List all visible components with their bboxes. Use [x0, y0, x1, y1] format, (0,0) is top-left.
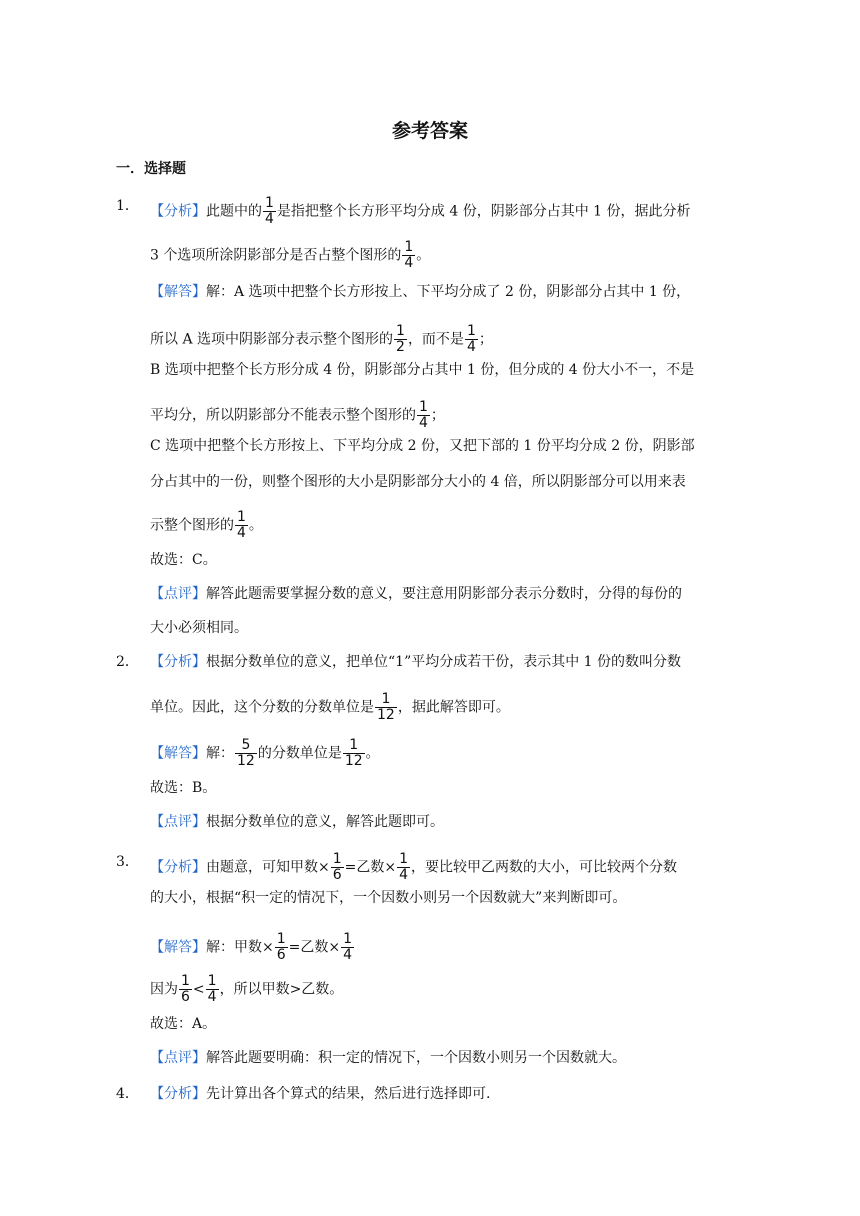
q1-comment-line-2: 大小必须相同。 — [150, 620, 248, 636]
fraction: $\frac{1}{4}$ — [207, 973, 217, 1005]
fraction: $\frac{1}{4}$ — [265, 195, 274, 227]
question-number: 2． — [116, 654, 139, 670]
fraction: $\frac{1}{4}$ — [399, 851, 409, 883]
fraction: $\frac{1}{4}$ — [343, 931, 353, 963]
q2-analysis-line-2: 单位。因此，这个分数的分数单位是 $\frac{1}{12}$ ，据此解答即可。 — [150, 691, 510, 723]
q2-answer: 【解答】解： $\frac{5}{12}$ 的分数单位是 $\frac{1}{12}$ 。 — [150, 737, 380, 769]
analysis-tag: 【分析】 — [150, 859, 206, 876]
q1-choice: 故选：C。 — [150, 552, 217, 568]
analysis-tag: 【分析】 — [150, 203, 206, 220]
q1-answer-line-7: 示整个图形的 $\frac{1}{4}$ 。 — [150, 509, 263, 541]
question-number: 4． — [116, 1086, 139, 1102]
section-heading: 一．选择题 — [116, 161, 186, 177]
q3-comment: 【点评】解答此题要明确：积一定的情况下，一个因数小则另一个因数就大。 — [150, 1050, 626, 1066]
fraction: $\frac{1}{4}$ — [466, 323, 476, 355]
fraction: $\frac{5}{12}$ — [237, 737, 255, 769]
q3-analysis-line-1: 【分析】由题意，可知甲数× $\frac{1}{6}$ =乙数× $\frac{1}{4}$ ，要比较甲乙两数的大小，可比较两个分数 — [150, 851, 678, 883]
comment-tag: 【点评】 — [150, 1050, 206, 1066]
q3-choice: 故选：A。 — [150, 1016, 217, 1032]
q4-analysis: 【分析】先计算出各个算式的结果，然后进行选择即可. — [150, 1086, 491, 1102]
q3-because: 因为 $\frac{1}{6}$ < $\frac{1}{4}$ ，所以甲数>乙数。 — [150, 973, 344, 1005]
answer-tag: 【解答】 — [150, 939, 206, 956]
q1-analysis-line-2: 3 个选项所涂阴影部分是否占整个图形的 $\frac{1}{4}$ 。 — [150, 239, 431, 271]
q3-analysis-line-2: 的大小，根据“积一定的情况下，一个因数小则另一个因数就大”来判断即可。 — [150, 890, 627, 906]
question-number: 3． — [116, 854, 139, 870]
q1-analysis-line-1: 【分析】此题中的 $\frac{1}{4}$ 是指把整个长方形平均分成 4 份，阴影部分占其中 1 份，据此分析 — [150, 195, 691, 227]
q2-analysis-line-1: 【分析】根据分数单位的意义，把单位“1”平均分成若干份，表示其中 1 份的数叫分数 — [150, 654, 682, 670]
fraction: $\frac{1}{6}$ — [332, 851, 342, 883]
fraction: $\frac{1}{2}$ — [396, 323, 405, 355]
q2-comment: 【点评】根据分数单位的意义，解答此题即可。 — [150, 814, 444, 830]
q2-choice: 故选：B。 — [150, 780, 217, 796]
q1-answer-line-5: C 选项中把整个长方形按上、下平均分成 2 份，又把下部的 1 份平均分成 2 份，阴影部 — [150, 438, 695, 454]
comment-tag: 【点评】 — [150, 814, 206, 830]
analysis-tag: 【分析】 — [150, 1086, 206, 1102]
page-title: 参考答案 — [391, 120, 468, 142]
analysis-tag: 【分析】 — [150, 654, 206, 670]
fraction: $\frac{1}{12}$ — [344, 737, 363, 769]
q1-answer-line-6: 分占其中的一份，则整个图形的大小是阴影部分大小的 4 倍，所以阴影部分可以用来表 — [150, 474, 686, 490]
q1-answer-line-4: 平均分，所以阴影部分不能表示整个图形的 $\frac{1}{4}$ ； — [150, 399, 445, 431]
comment-tag: 【点评】 — [150, 586, 206, 602]
answer-tag: 【解答】 — [150, 284, 206, 300]
q1-answer-line-3: B 选项中把整个长方形分成 4 份，阴影部分占其中 1 份，但分成的 4 份大小不一，不是 — [150, 362, 695, 378]
q1-answer-line-1: 【解答】解：A 选项中把整个长方形按上、下平均分成了 2 份，阴影部分占其中 1 份， — [150, 284, 691, 300]
fraction: $\frac{1}{6}$ — [181, 973, 190, 1005]
q3-answer: 【解答】解：甲数× $\frac{1}{6}$ =乙数× $\frac{1}{4}$ — [150, 931, 353, 963]
fraction: $\frac{1}{4}$ — [419, 399, 428, 431]
q1-comment-line-1: 【点评】解答此题需要掌握分数的意义，要注意用阴影部分表示分数时，分得的每份的 — [150, 586, 682, 602]
fraction: $\frac{1}{12}$ — [377, 691, 395, 723]
fraction: $\frac{1}{4}$ — [237, 509, 246, 541]
fraction: $\frac{1}{4}$ — [404, 239, 414, 271]
answer-tag: 【解答】 — [150, 745, 206, 762]
fraction: $\frac{1}{6}$ — [276, 931, 286, 963]
question-number: 1． — [116, 198, 139, 214]
q1-answer-line-2: 所以 A 选项中阴影部分表示整个图形的 $\frac{1}{2}$ ，而不是 $\frac{1}{4}$ ； — [150, 323, 493, 355]
